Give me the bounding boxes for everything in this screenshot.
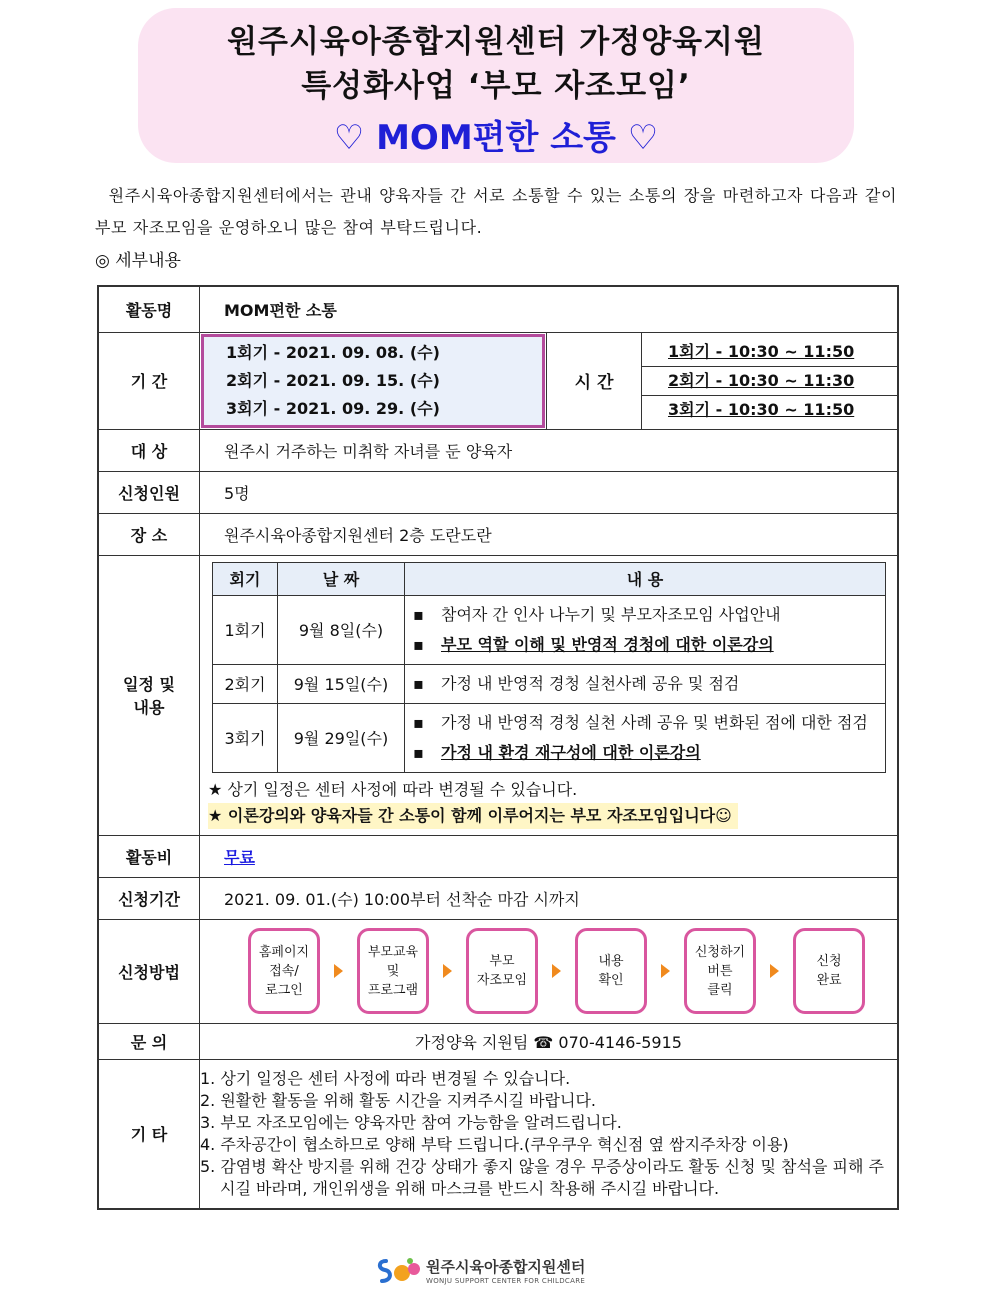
schedule-note-1: ★ 상기 일정은 센터 사정에 따라 변경될 수 있습니다.: [208, 779, 578, 799]
sched-content: [405, 664, 886, 703]
sched-bullet: 가정 내 반영적 경청 실천사례 공유 및 점검: [441, 673, 740, 693]
details-table: [97, 285, 899, 1210]
apply-method-label: 신청방법: [98, 919, 200, 1023]
arrow-right-icon: [334, 964, 343, 978]
logo-name: 원주시육아종합지원센터: [426, 1257, 586, 1276]
fee-label: 활동비: [98, 835, 200, 877]
schedule-cell: [200, 555, 899, 835]
section-title: ◎ 세부내용: [95, 251, 181, 271]
table-row: [213, 595, 886, 664]
activity-value: MOM편한 소통: [200, 286, 899, 332]
sched-header-content: 내 용: [405, 562, 886, 595]
place-label: 장 소: [98, 513, 200, 555]
intro-paragraph: 원주시육아종합지원센터에서는 관내 양육자들 간 서로 소통할 수 있는 소통의 장을 마련하고자 다음과 같이 부모 자조모임을 운영하오니 많은 참여 부탁드립니다.: [95, 186, 897, 237]
sched-session: 1회기: [213, 595, 278, 664]
time-label: 시 간: [547, 332, 642, 429]
sched-bullet: 가정 내 반영적 경청 실천 사례 공유 및 변화된 점에 대한 점검: [441, 712, 868, 732]
arrow-right-icon: [443, 964, 452, 978]
center-logo: [376, 1255, 585, 1285]
arrow-right-icon: [552, 964, 561, 978]
time-1: 1회기 - 10:30 ~ 11:50: [668, 341, 855, 361]
list-item: 2. 원활한 활동을 위해 활동 시간을 지켜주시길 바랍니다.: [200, 1090, 596, 1110]
schedule-notes: [200, 773, 897, 829]
bullet-icon: ▪: [413, 742, 424, 762]
sched-header-date: 날 짜: [278, 562, 405, 595]
step-parent-selfhelp: 부모 자조모임: [466, 928, 538, 1014]
list-item: 1. 상기 일정은 센터 사정에 따라 변경될 수 있습니다.: [200, 1068, 571, 1088]
etc-label: 기 타: [98, 1059, 200, 1209]
place-value: 원주시육아종합지원센터 2층 도란도란: [200, 513, 899, 555]
activity-label: 활동명: [98, 286, 200, 332]
list-item: 5. 감염병 확산 방지를 위해 건강 상태가 좋지 않을 경우 무증상이라도 활동 신청 및 참석을 피해 주시길 바라며, 개인위생을 위해 마스크를 반드시 착용해 주시길 바랍니다.: [200, 1156, 884, 1198]
target-label: 대 상: [98, 429, 200, 471]
center-logo-icon: [376, 1255, 422, 1285]
list-item: 4. 주차공간이 협소하므로 양해 부탁 드립니다.(쿠우쿠우 혁신점 옆 쌈지주차장 이용): [200, 1134, 789, 1154]
schedule-note-2: ★ 이론강의와 양육자들 간 소통이 함께 이루어지는 부모 자조모임입니다☺: [208, 803, 738, 829]
step-complete: 신청 완료: [793, 928, 865, 1014]
apply-period-label: 신청기간: [98, 877, 200, 919]
sched-header-session: 회기: [213, 562, 278, 595]
period-highlight-box: [201, 334, 545, 428]
time-2: 2회기 - 10:30 ~ 11:30: [642, 366, 897, 395]
title-line-3: ♡ MOM편한 소통 ♡: [333, 118, 659, 158]
bullet-icon: ▪: [413, 634, 424, 654]
sched-session: 2회기: [213, 664, 278, 703]
schedule-table: [212, 562, 886, 773]
period-label: 기 간: [98, 332, 200, 429]
time-cell: [642, 332, 899, 429]
sched-date: 9월 29일(수): [278, 703, 405, 772]
sched-bullet: 참여자 간 인사 나누기 및 부모자조모임 사업안내: [441, 604, 781, 624]
title-line-2: 특성화사업 ‘부모 자조모임’: [301, 68, 691, 104]
title-line-1: 원주시육아종합지원센터 가정양육지원: [227, 24, 765, 60]
apply-method-cell: [200, 919, 899, 1023]
step-click-apply: 신청하기 버튼 클릭: [684, 928, 756, 1014]
bullet-icon: ▪: [413, 604, 424, 624]
sched-content: [405, 595, 886, 664]
logo-subtitle: WONJU SUPPORT CENTER FOR CHILDCARE: [426, 1276, 586, 1285]
list-item: 3. 부모 자조모임에는 양육자만 참여 가능함을 알려드립니다.: [200, 1112, 622, 1132]
sched-session: 3회기: [213, 703, 278, 772]
sched-bullet: 부모 역할 이해 및 반영적 경청에 대한 이론강의: [441, 634, 774, 654]
inquiry-value: 가정양육 지원팀 ☎ 070-4146-5915: [200, 1023, 899, 1059]
apply-steps: [200, 920, 897, 1022]
step-homepage-login: 홈페이지 접속/ 로그인: [248, 928, 320, 1014]
capacity-label: 신청인원: [98, 471, 200, 513]
arrow-right-icon: [661, 964, 670, 978]
table-row: [213, 664, 886, 703]
inquiry-label: 문 의: [98, 1023, 200, 1059]
table-row: [213, 703, 886, 772]
sched-content: [405, 703, 886, 772]
time-3: 3회기 - 10:30 ~ 11:50: [642, 395, 897, 424]
title-banner: [138, 8, 854, 163]
schedule-label: [98, 555, 200, 835]
target-value: 원주시 거주하는 미취학 자녀를 둔 양육자: [200, 429, 899, 471]
bullet-icon: ▪: [413, 712, 424, 732]
period-date-2: 2회기 - 2021. 09. 15. (수): [226, 370, 440, 390]
period-date-1: 1회기 - 2021. 09. 08. (수): [226, 342, 440, 362]
period-date-3: 3회기 - 2021. 09. 29. (수): [226, 398, 440, 418]
period-cell: [200, 332, 547, 429]
arrow-right-icon: [770, 964, 779, 978]
fee-value-link[interactable]: 무료: [224, 847, 255, 867]
schedule-label-line-1: 일정 및: [123, 675, 175, 694]
bullet-icon: ▪: [413, 673, 424, 693]
etc-list: [200, 1059, 899, 1209]
schedule-label-line-2: 내용: [133, 698, 165, 717]
fee-cell: [200, 835, 899, 877]
step-parent-education: 부모교육 및 프로그램: [357, 928, 429, 1014]
apply-period-value: 2021. 09. 01.(수) 10:00부터 선착순 마감 시까지: [200, 877, 899, 919]
capacity-value: 5명: [200, 471, 899, 513]
sched-date: 9월 8일(수): [278, 595, 405, 664]
step-check-content: 내용 확인: [575, 928, 647, 1014]
sched-date: 9월 15일(수): [278, 664, 405, 703]
sched-bullet: 가정 내 환경 재구성에 대한 이론강의: [441, 742, 701, 762]
